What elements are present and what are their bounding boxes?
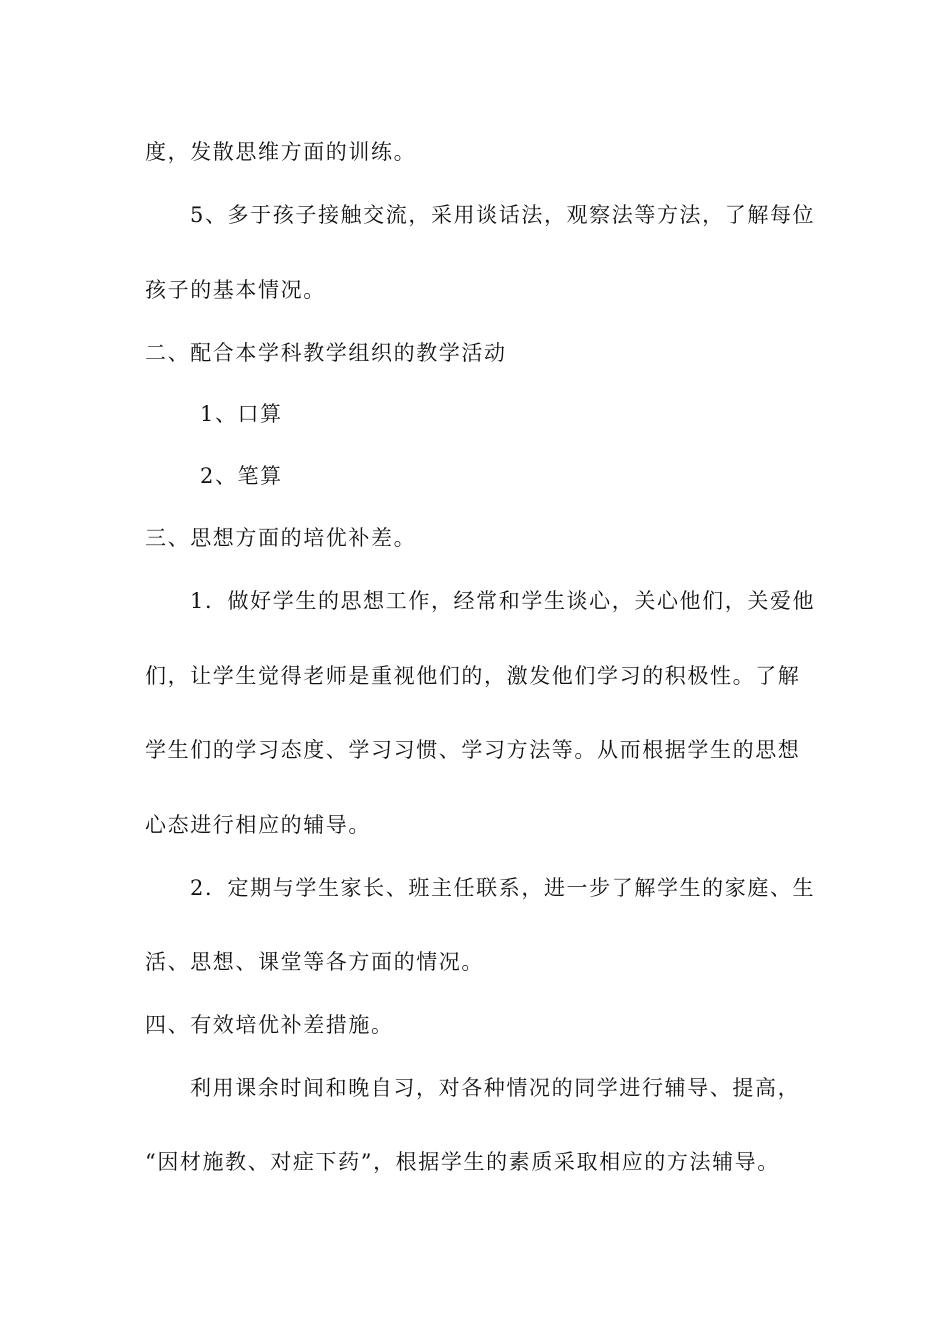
text-line: 活、思想、课堂等各方面的情况。	[145, 950, 484, 974]
list-item: 2、笔算	[200, 464, 283, 488]
section-heading: 四、有效培优补差措施。	[145, 1013, 394, 1037]
section-heading: 三、思想方面的培优补差。	[145, 526, 417, 550]
text-line: 心态进行相应的辅导。	[145, 813, 371, 837]
text-line: 1．做好学生的思想工作，经常和学生谈心，关心他们，关爱他	[190, 589, 816, 613]
text-line: “因材施教、对症下药”，根据学生的素质采取相应的方法辅导。	[145, 1150, 780, 1174]
text-line: 利用课余时间和晚自习，对各种情况的同学进行辅导、提高，	[190, 1076, 801, 1100]
text-line: 们，让学生觉得老师是重视他们的，激发他们学习的积极性。了解	[145, 664, 801, 688]
text-line: 5、多于孩子接触交流，采用谈话法，观察法等方法，了解每位	[190, 203, 816, 227]
text-line: 2．定期与学生家长、班主任联系，进一步了解学生的家庭、生	[190, 876, 816, 900]
list-item: 1、口算	[200, 402, 283, 426]
section-heading: 二、配合本学科教学组织的教学活动	[145, 341, 507, 365]
text-line: 度，发散思维方面的训练。	[145, 140, 417, 164]
text-line: 孩子的基本情况。	[145, 278, 326, 302]
text-line: 学生们的学习态度、学习习惯、学习方法等。从而根据学生的思想	[145, 738, 801, 762]
